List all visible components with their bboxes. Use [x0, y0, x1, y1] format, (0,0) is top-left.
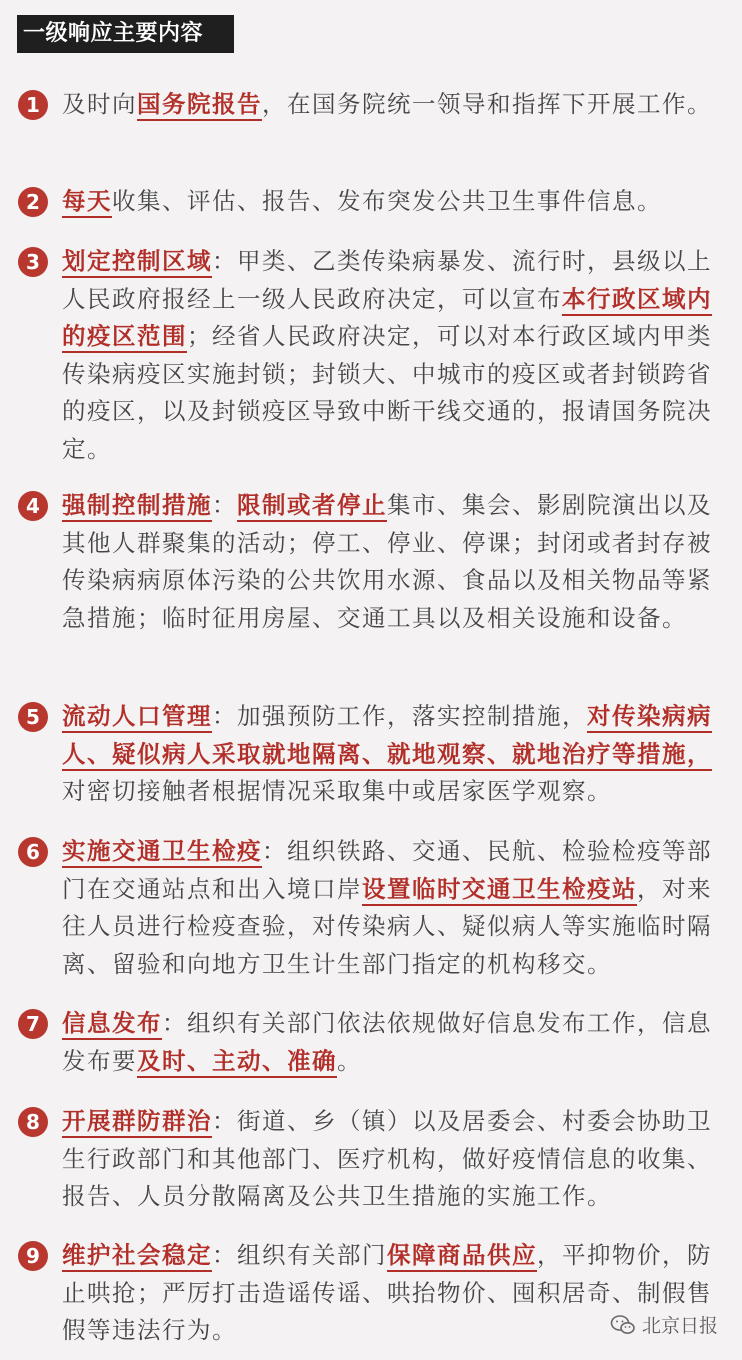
text-span: ，对来往人员进行检疫查验，对传染病人、疑似病人等实施临时隔离、留验和向地方卫生计生部门指定的机构移交。 [62, 874, 712, 978]
item-number-badge: 7 [18, 1009, 48, 1039]
highlight-phrase: 维护社会稳定 [62, 1241, 212, 1272]
item-text [62, 1103, 718, 1216]
item-number-badge: 3 [18, 247, 48, 277]
list-item [18, 698, 718, 811]
highlight-phrase: 对传染病病人、疑似病人采取就地隔离、就地观察、就地治疗等措施， [62, 702, 712, 771]
list-item [18, 243, 718, 468]
highlight-phrase: 国务院报告 [137, 90, 262, 121]
page-title: 一级响应主要内容 [17, 15, 234, 53]
item-number-badge: 4 [18, 491, 48, 521]
text-span: ：组织铁路、交通、民航、检验检疫等部门在交通站点和出入境口岸 [62, 837, 712, 903]
list-item [18, 1103, 718, 1216]
text-span: 对密切接触者根据情况采取集中或居家医学观察。 [62, 777, 612, 805]
highlight-phrase: 强制控制措施 [62, 491, 212, 522]
list-item [18, 833, 718, 983]
source-credit [610, 1311, 718, 1338]
highlight-phrase: 实施交通卫生检疫 [62, 837, 262, 868]
highlight-phrase: 限制或者停止 [237, 491, 387, 522]
highlight-phrase: 信息发布 [62, 1009, 162, 1040]
item-number-badge: 5 [18, 702, 48, 732]
text-span: 集市、集会、影剧院演出以及其他人群聚集的活动；停工、停业、停课；封闭或者封存被传染病病原体污染的公共饮用水源、食品以及相关物品等紧急措施；临时征用房屋、交通工具以及相关设施和设备。 [62, 491, 712, 632]
highlight-phrase: 及时、主动、准确 [137, 1047, 337, 1078]
item-number-badge: 1 [18, 90, 48, 120]
item-number-badge: 8 [18, 1107, 48, 1137]
text-span: ：甲类、乙类传染病暴发、流行时，县级以上人民政府报经上一级人民政府决定，可以宣布 [62, 247, 712, 313]
item-number-badge: 6 [18, 837, 48, 867]
highlight-phrase: 保障商品供应 [387, 1241, 537, 1272]
text-span: 收集、评估、报告、发布突发公共卫生事件信息。 [112, 187, 662, 215]
list-item [18, 487, 718, 637]
list-item [18, 86, 718, 124]
text-span: ：组织有关部门 [212, 1241, 387, 1269]
text-span: ：街道、乡（镇）以及居委会、村委会协助卫生行政部门和其他部门、医疗机构，做好疫情信息的收集、报告、人员分散隔离及公共卫生措施的实施工作。 [62, 1107, 712, 1210]
text-span: ，平抑物价，防止哄抢；严厉打击造谣传谣、哄抬物价、囤积居奇、制假售假等违法行为。 [62, 1241, 712, 1344]
text-span: ，在国务院统一领导和指挥下开展工作。 [262, 90, 712, 118]
text-span: 。 [337, 1046, 362, 1075]
list-item [18, 183, 718, 221]
item-text [62, 698, 718, 811]
item-text [62, 243, 718, 468]
highlight-phrase: 划定控制区域 [62, 247, 212, 278]
text-span: ：组织有关部门依法依规做好信息发布工作，信息发布要 [62, 1009, 712, 1075]
highlight-phrase: 每天 [62, 187, 112, 218]
text-span: ；经省人民政府决定，可以对本行政区域内甲类传染病疫区实施封锁；封锁大、中城市的疫区或者封锁跨省的疫区，以及封锁疫区导致中断干线交通的，报请国务院决定。 [62, 322, 712, 463]
text-span: ： [212, 491, 237, 519]
item-number-badge: 9 [18, 1241, 48, 1271]
highlight-phrase: 流动人口管理 [62, 702, 212, 733]
text-span: ：加强预防工作，落实控制措施， [212, 702, 587, 730]
item-text [62, 833, 718, 983]
item-text [62, 86, 718, 124]
text-span: 及时向 [62, 90, 137, 118]
source-label: 北京日报 [641, 1315, 718, 1337]
wechat-icon [610, 1314, 636, 1336]
highlight-phrase: 设置临时交通卫生检疫站 [362, 875, 637, 906]
item-text [62, 183, 718, 221]
item-text [62, 487, 718, 637]
item-text [62, 1005, 718, 1080]
highlight-phrase: 开展群防群治 [62, 1107, 212, 1138]
list-item [18, 1005, 718, 1080]
highlight-phrase: 本行政区域内的疫区范围 [62, 285, 712, 354]
item-number-badge: 2 [18, 187, 48, 217]
